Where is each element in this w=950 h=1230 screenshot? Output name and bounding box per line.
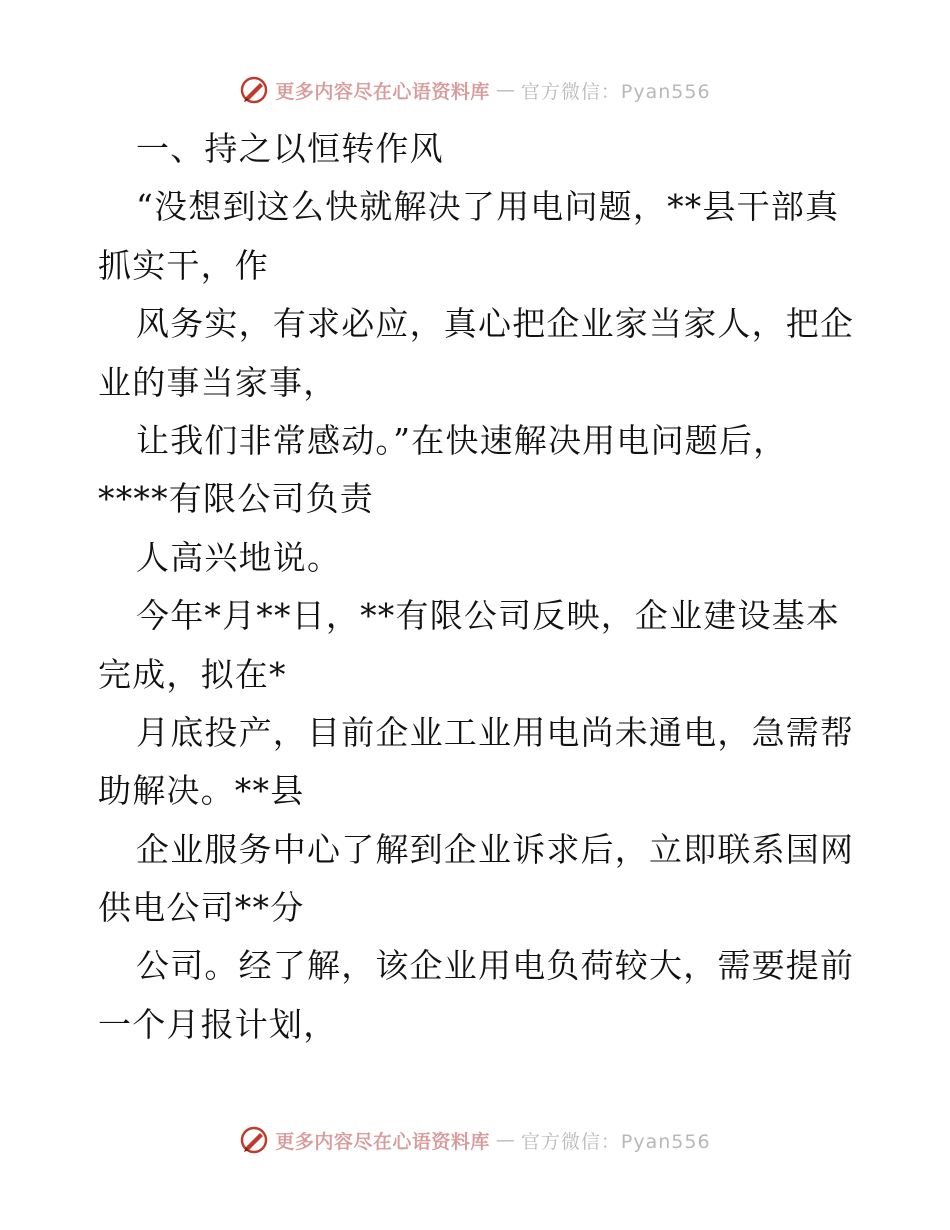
paragraph-line: 完成，拟在* [98,654,287,694]
paragraph-line: 公司。经了解，该企业用电负荷较大，需要提前 [136,946,855,986]
paragraph-line: 业的事当家事， [98,362,338,402]
paragraph-line: 助解决。**县 [98,771,305,811]
paragraph-line: 月底投产，目前企业工业用电尚未通电，急需帮 [136,712,855,752]
paragraph-line: ****有限公司负责 [98,479,374,519]
watermark-wechat-text: 官方微信：Pyan556 [520,1130,711,1153]
footer-watermark [0,1120,950,1160]
watermark-wechat-text: 官方微信：Pyan556 [520,80,711,103]
pen-logo-icon [239,1125,269,1155]
paragraph-line: 抓实干，作 [98,245,269,285]
header-watermark [0,70,950,110]
watermark-separator: — [495,79,515,101]
paragraph-line: 人高兴地说。 [136,537,342,577]
watermark-separator: — [495,1129,515,1151]
document-body [98,120,858,1054]
paragraph-line: 风务实，有求必应，真心把企业家当家人，把企 [136,304,855,344]
paragraph-line: 今年*月**日，**有限公司反映，企业建设基本 [136,596,841,636]
watermark-site-text: 更多内容尽在心语资料库 [275,1130,490,1153]
watermark-site-text: 更多内容尽在心语资料库 [275,80,490,103]
paragraph-line: 企业服务中心了解到企业诉求后，立即联系国网 [136,829,855,869]
paragraph-line: 一个月报计划， [98,1004,338,1044]
pen-logo-icon [239,75,269,105]
section-heading: 一、持之以恒转作风 [136,129,444,168]
paragraph-line: 让我们非常感动。”在快速解决用电问题后， [136,420,788,460]
paragraph-line: 供电公司**分 [98,888,305,928]
paragraph-line: “没想到这么快就解决了用电问题，**县干部真 [136,187,840,227]
